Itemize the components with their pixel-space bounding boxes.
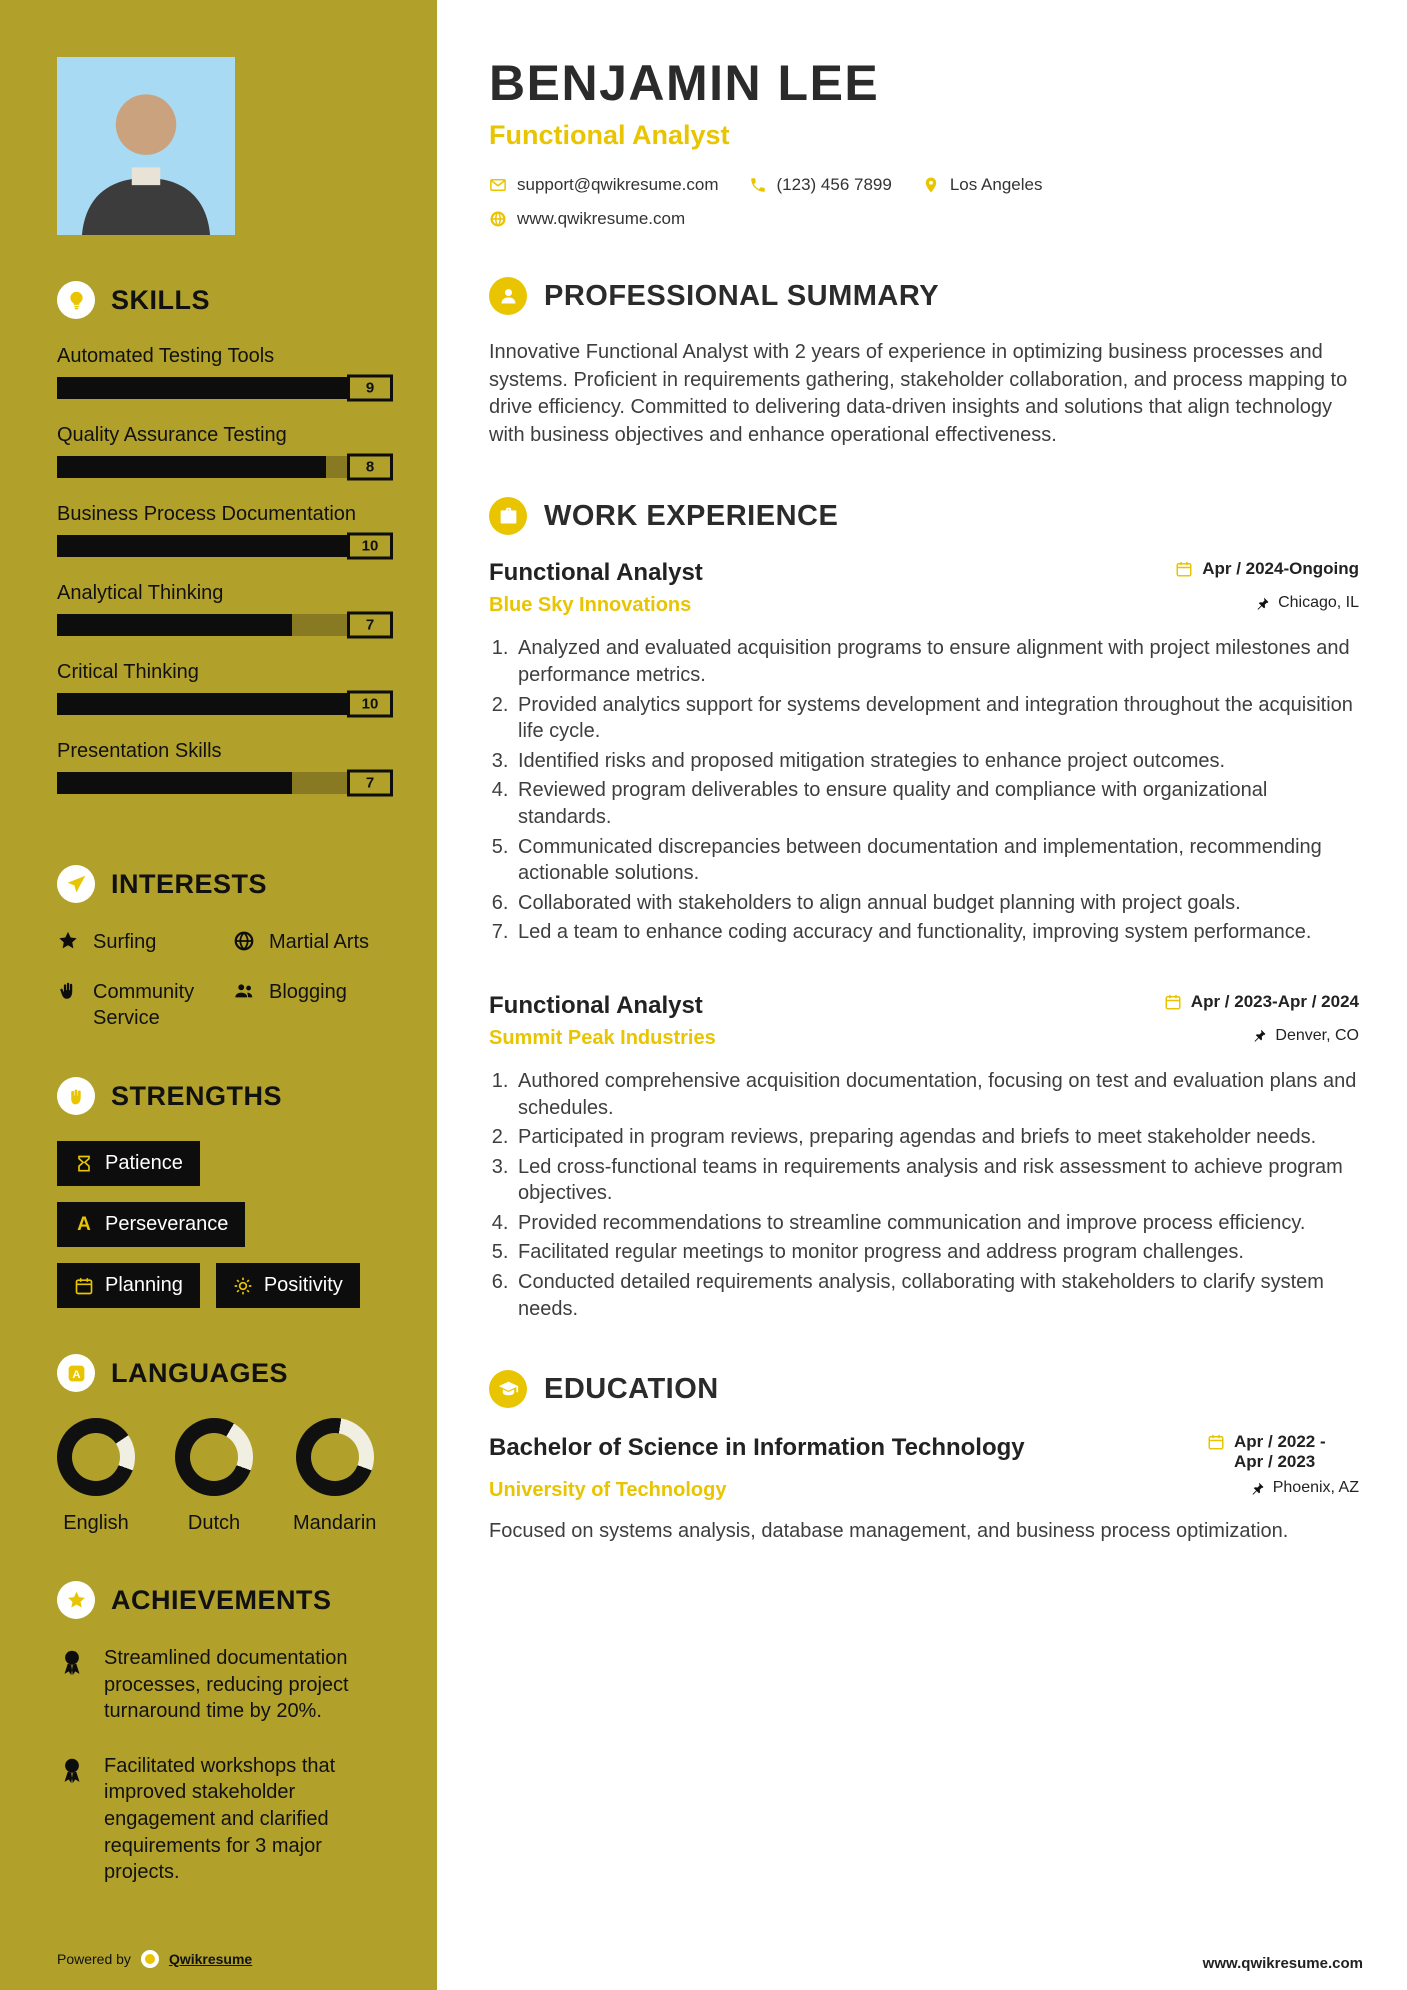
- sidebar: [0, 0, 437, 1990]
- summary-section: [489, 277, 1359, 449]
- interests-header: [57, 865, 393, 903]
- sun-icon: [233, 1276, 253, 1296]
- skill-bar: [57, 377, 393, 399]
- job-bullet: 1. Authored comprehensive acquisition documentation, focusing on test and evaluation plans and schedules.: [514, 1068, 1359, 1121]
- letter-a-icon: A: [77, 1213, 91, 1235]
- interest-item: [233, 929, 393, 955]
- language-donut-chart: [296, 1418, 374, 1496]
- education-dates-text: Apr / 2022 - Apr / 2023: [1234, 1432, 1326, 1472]
- education-degree-row: [489, 1432, 1359, 1472]
- translate-icon: [57, 1354, 95, 1392]
- skill-label: Business Process Documentation: [57, 503, 357, 525]
- map-pin-icon: [922, 176, 940, 194]
- qwikresume-link[interactable]: Qwikresume: [168, 1951, 253, 1967]
- school-name: University of Technology: [489, 1479, 727, 1502]
- medal-icon: [57, 1755, 87, 1785]
- achievements-title: ACHIEVEMENTS: [111, 1584, 332, 1615]
- education-title: EDUCATION: [544, 1372, 719, 1405]
- skill-item: [57, 740, 393, 794]
- language-item: [175, 1418, 253, 1535]
- skill-label: Analytical Thinking: [57, 582, 224, 604]
- contact-row: [489, 209, 1359, 229]
- languages-list: [57, 1418, 393, 1535]
- achievement-item: [57, 1645, 393, 1725]
- location-item: [922, 175, 1043, 195]
- calendar-icon: [1175, 560, 1193, 578]
- strengths-list: [57, 1141, 393, 1308]
- job-bullet-list: [489, 635, 1359, 946]
- skill-rating-badge: 9: [347, 375, 393, 402]
- profile-photo: [57, 57, 235, 235]
- skill-bar: [57, 535, 393, 557]
- footer-website-link[interactable]: www.qwikresume.com: [1202, 1955, 1363, 1972]
- interest-item: [233, 979, 393, 1031]
- languages-title: LANGUAGES: [111, 1357, 289, 1388]
- pushpin-icon: [1250, 1481, 1265, 1496]
- skills-section: [57, 281, 393, 819]
- lightbulb-icon: [57, 281, 95, 319]
- briefcase-icon: [489, 497, 527, 535]
- job-dates: [1164, 992, 1359, 1012]
- language-donut-chart: [57, 1418, 135, 1496]
- job-bullet: 3. Led cross-functional teams in requirements analysis and risk assessment to achieve program objectives.: [514, 1154, 1359, 1207]
- job-company-row: [489, 1027, 1359, 1050]
- email-item: [489, 175, 719, 195]
- language-item: [57, 1418, 135, 1535]
- interest-item: [57, 929, 233, 955]
- skill-item: [57, 424, 393, 478]
- qwikresume-logo-icon: [141, 1950, 159, 1968]
- job-bullet: 5. Communicated discrepancies between documentation and implementation, recommending actionable solutions.: [514, 834, 1359, 887]
- job-bullet: 5. Facilitated regular meetings to monitor progress and address program challenges.: [514, 1239, 1359, 1266]
- person-icon: [489, 277, 527, 315]
- email-value: support@qwikresume.com: [517, 175, 719, 194]
- job-bullet: 4. Provided recommendations to streamline communication and improve process efficiency.: [514, 1210, 1359, 1237]
- skill-rating-badge: 10: [347, 691, 393, 718]
- education-dates: [1207, 1432, 1359, 1472]
- job-bullet: 6. Conducted detailed requirements analysis, collaborating with stakeholders to clarify system needs.: [514, 1269, 1359, 1322]
- hourglass-icon: [74, 1154, 94, 1174]
- skill-label: Automated Testing Tools: [57, 345, 275, 367]
- paper-plane-icon: [57, 865, 95, 903]
- calendar-icon: [74, 1276, 94, 1296]
- summary-title: PROFESSIONAL SUMMARY: [544, 279, 940, 312]
- donut-hole: [72, 1433, 120, 1481]
- interest-label: Martial Arts: [269, 931, 370, 953]
- work-title: WORK EXPERIENCE: [544, 499, 839, 532]
- star-icon: [57, 930, 79, 952]
- strength-chip: [57, 1202, 245, 1247]
- website-value[interactable]: www.qwikresume.com: [517, 209, 686, 228]
- job-bullet: 2. Participated in program reviews, preparing agendas and briefs to meet stakeholder needs.: [514, 1124, 1359, 1151]
- job-location: [1252, 1027, 1359, 1045]
- job-entry: [489, 559, 1359, 946]
- achievement-text: Facilitated workshops that improved stakeholder engagement and clarified requirements for 3 major projects.: [104, 1754, 336, 1884]
- skill-item: [57, 503, 393, 557]
- job-title-row: [489, 992, 1359, 1020]
- donut-hole: [311, 1433, 359, 1481]
- strengths-section: [57, 1077, 393, 1308]
- interest-label: Surfing: [93, 931, 157, 953]
- skill-rating-badge: 7: [347, 770, 393, 797]
- work-header: [489, 497, 1359, 535]
- job-dates-text: Apr / 2024-Ongoing: [1202, 559, 1359, 579]
- donut-hole: [190, 1433, 238, 1481]
- interests-section: [57, 865, 393, 1031]
- job-bullet: 2. Provided analytics support for systems development and integration throughout the acquisition life cycle.: [514, 692, 1359, 745]
- star-badge-icon: [57, 1581, 95, 1619]
- globe-icon: [233, 930, 255, 952]
- job-dates-text: Apr / 2023-Apr / 2024: [1190, 991, 1359, 1011]
- job-bullet-list: [489, 1068, 1359, 1322]
- education-header: [489, 1370, 1359, 1408]
- phone-item: [749, 175, 892, 195]
- work-experience-section: [489, 497, 1359, 1322]
- language-label: Dutch: [187, 1512, 241, 1534]
- job-bullet: 1. Analyzed and evaluated acquisition programs to ensure alignment with project milestones and performance metrics.: [514, 635, 1359, 688]
- job-role: Functional Analyst: [489, 559, 703, 587]
- education-section: [489, 1370, 1359, 1546]
- contact-row: [489, 175, 1359, 195]
- skill-item: [57, 582, 393, 636]
- skill-rating-badge: 7: [347, 612, 393, 639]
- pushpin-icon: [1255, 596, 1270, 611]
- interest-label: Community Service: [93, 981, 195, 1029]
- calendar-icon: [1164, 993, 1182, 1011]
- people-icon: [233, 980, 255, 1002]
- calendar-icon: [1207, 1433, 1225, 1451]
- degree-name: Bachelor of Science in Information Technology: [489, 1434, 1025, 1462]
- job-bullet: 3. Identified risks and proposed mitigation strategies to enhance project outcomes.: [514, 748, 1359, 775]
- skill-bar: [57, 614, 393, 636]
- globe-icon: [489, 210, 507, 228]
- strength-chip: [216, 1263, 360, 1308]
- sidebar-footer: [57, 1950, 393, 1968]
- job-location-text: Chicago, IL: [1278, 594, 1359, 612]
- phone-icon: [749, 176, 767, 194]
- skill-label: Quality Assurance Testing: [57, 424, 287, 446]
- website-item: [489, 209, 685, 229]
- strength-chip: [57, 1141, 200, 1186]
- skill-rating-badge: 8: [347, 454, 393, 481]
- language-donut-chart: [175, 1418, 253, 1496]
- achievements-header: [57, 1581, 393, 1619]
- interests-list: [57, 929, 393, 1031]
- strength-label: Patience: [105, 1152, 183, 1174]
- hand-icon: [57, 980, 79, 1002]
- envelope-icon: [489, 176, 507, 194]
- candidate-title: Functional Analyst: [489, 120, 730, 150]
- job-location: [1255, 594, 1359, 612]
- strength-chip: [57, 1263, 200, 1308]
- skill-label: Critical Thinking: [57, 661, 199, 683]
- job-company: Summit Peak Industries: [489, 1026, 716, 1049]
- phone-value: (123) 456 7899: [776, 175, 892, 194]
- skill-label: Presentation Skills: [57, 740, 222, 762]
- language-label: English: [63, 1512, 129, 1534]
- skill-bar: [57, 693, 393, 715]
- strength-label: Planning: [105, 1274, 183, 1296]
- languages-section: [57, 1354, 393, 1535]
- strengths-title: STRENGTHS: [111, 1080, 283, 1111]
- graduation-cap-icon: [489, 1370, 527, 1408]
- education-location-text: Phoenix, AZ: [1272, 1479, 1359, 1497]
- interest-label: Blogging: [269, 981, 347, 1003]
- skills-title: SKILLS: [111, 284, 211, 315]
- candidate-name: BENJAMIN LEE: [489, 55, 880, 111]
- person-silhouette-icon: [57, 57, 235, 235]
- education-location: [1250, 1479, 1359, 1497]
- achievement-text: Streamlined documentation processes, reducing project turnaround time by 20%.: [104, 1647, 349, 1723]
- skill-bar: [57, 456, 393, 478]
- interests-title: INTERESTS: [111, 868, 268, 899]
- job-entry: [489, 992, 1359, 1322]
- job-location-text: Denver, CO: [1275, 1026, 1359, 1044]
- skill-item: [57, 345, 393, 399]
- job-bullet: 6. Collaborated with stakeholders to align annual budget planning with project goals.: [514, 890, 1359, 917]
- powered-by-label: Powered by: [57, 1951, 131, 1967]
- achievement-item: [57, 1753, 393, 1886]
- job-dates: [1175, 559, 1359, 579]
- job-company-row: [489, 594, 1359, 617]
- education-school-row: [489, 1479, 1359, 1502]
- achievements-section: [57, 1581, 393, 1914]
- language-item: [293, 1418, 376, 1535]
- job-company: Blue Sky Innovations: [489, 594, 692, 617]
- skill-bar: [57, 772, 393, 794]
- medal-icon: [57, 1647, 87, 1677]
- language-label: Mandarin: [293, 1512, 377, 1534]
- job-title-row: [489, 559, 1359, 587]
- main-content: [437, 0, 1407, 1990]
- pushpin-icon: [1252, 1028, 1267, 1043]
- languages-header: [57, 1354, 393, 1392]
- skill-rating-badge: 10: [347, 533, 393, 560]
- education-description: Focused on systems analysis, database management, and business process optimization.: [489, 1520, 1289, 1543]
- job-role: Functional Analyst: [489, 991, 703, 1019]
- skill-item: [57, 661, 393, 715]
- location-value: Los Angeles: [949, 175, 1043, 194]
- job-bullet: 7. Led a team to enhance coding accuracy and functionality, improving system performance.: [514, 919, 1359, 946]
- svg-text:A: A: [71, 1368, 81, 1381]
- contact-info: [489, 175, 1359, 229]
- strength-label: Perseverance: [105, 1213, 229, 1235]
- job-bullet: 4. Reviewed program deliverables to ensure quality and compliance with organizational standards.: [514, 777, 1359, 830]
- skills-header: [57, 281, 393, 319]
- summary-header: [489, 277, 1359, 315]
- interest-item: [57, 979, 233, 1031]
- fist-icon: [57, 1077, 95, 1115]
- strength-label: Positivity: [263, 1274, 343, 1296]
- summary-text: Innovative Functional Analyst with 2 years of experience in optimizing business processes and systems. Proficient in requirements gathering, stakeholder collaboration, and process mapping to drive efficiency. Committed to delivering data-driven insights and solutions that align technology with business objectives and enhance operational effectiveness.: [489, 341, 1348, 446]
- strengths-header: [57, 1077, 393, 1115]
